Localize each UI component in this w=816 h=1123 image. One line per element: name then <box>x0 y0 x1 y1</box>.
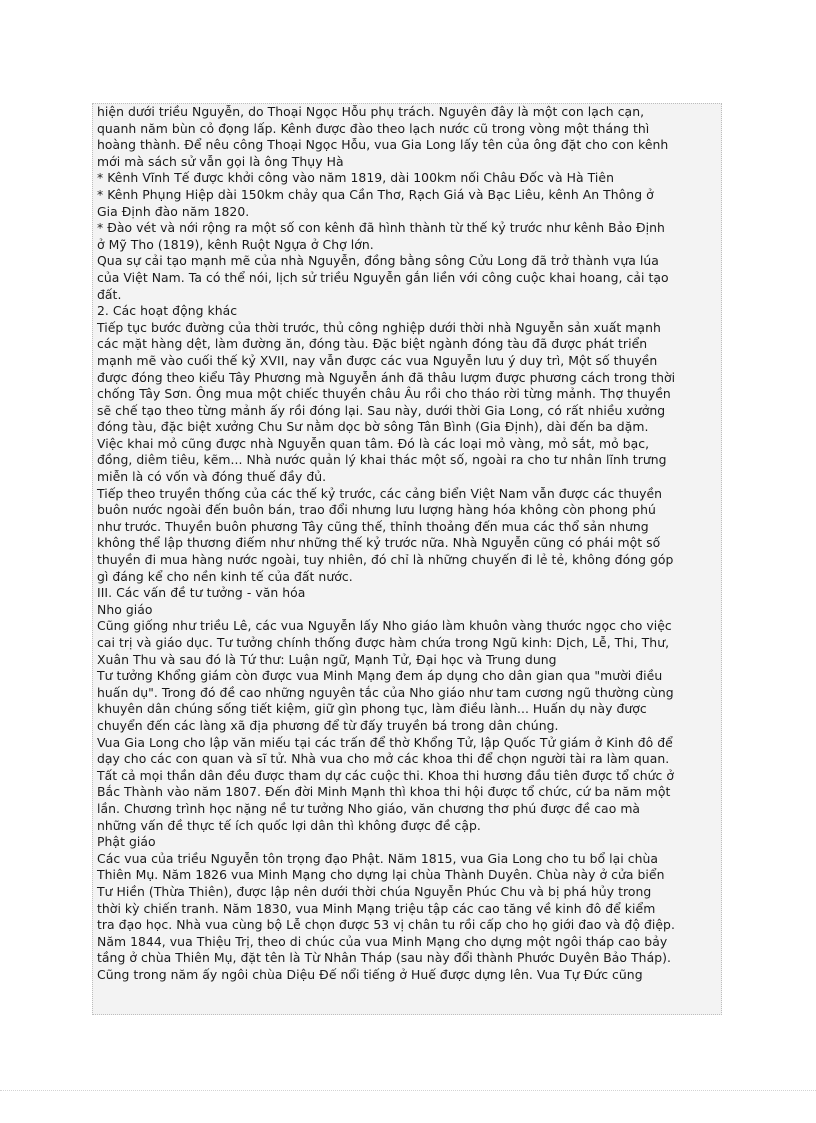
text-line: tầng ở chùa Thiên Mụ, đặt tên là Từ Nhân Tháp (sau này đổi thành Phước Duyên Bảo Tháp). <box>97 950 671 966</box>
text-line: Tiếp tục bước đường của thời trước, thủ công nghiệp dưới thời nhà Nguyễn sản xuất mạnh <box>97 319 661 335</box>
text-line: Tất cả mọi thần dân đều được tham dự các cuộc thi. Khoa thi hương đầu tiên được tổ chức ở <box>97 767 674 783</box>
text-line: hoàng thành. Để nêu công Thoại Ngọc Hỗu, vua Gia Long lấy tên của ông đặt cho con kênh <box>97 137 669 153</box>
text-line: khuyên dân chúng sống tiết kiệm, giữ gìn phong tục, làm điều lành... Huấn dụ này được <box>97 701 647 717</box>
page-bottom-edge <box>0 1090 816 1092</box>
text-line: được đóng theo kiểu Tây Phương mà Nguyễn ánh đã thâu lượm được phương cách trong thời <box>97 369 676 385</box>
text-line: * Đào vét và nới rộng ra một số con kênh đã hình thành từ thế kỷ trước như kênh Bảo Định <box>97 220 665 236</box>
text-line: mạnh mẽ vào cuối thế kỷ XVII, nay vẫn được các vua Nguyễn lưu ý duy trì, Một số thuyền <box>97 352 658 368</box>
text-line: những vấn đề thực tế ích quốc lợi dân thì không được đề cập. <box>97 817 481 833</box>
text-line: đóng tàu, đặc biệt xưởng Chu Sư nằm dọc bờ sông Tân Bình (Gia Định), dài đến ba dặm. <box>97 419 649 435</box>
text-line: buôn nước ngoài đến buôn bán, trao đổi nhưng lưu lượng hàng hóa không còn phong phú <box>97 502 656 518</box>
text-line: như trước. Thuyền buôn phương Tây cũng thế, thỉnh thoảng đến mua các thổ sản nhưng <box>97 518 649 534</box>
text-line: * Kênh Phụng Hiệp dài 150km chảy qua Cần Thơ, Rạch Giá và Bạc Liêu, kênh An Thông ở <box>97 186 654 202</box>
text-line: huấn dụ". Trong đó đề cao những nguyên tắc của Nho giáo như tam cương ngũ thường cùng <box>97 684 674 700</box>
text-line: chuyển đến các làng xã địa phương để từ đấy truyền bá trong dân chúng. <box>97 717 559 733</box>
text-line: miễn là có vốn và đóng thuế đầy đủ. <box>97 469 327 485</box>
text-line: Việc khai mỏ cũng được nhà Nguyễn quan tâm. Đó là các loại mỏ vàng, mỏ sắt, mỏ bạc, <box>97 435 650 451</box>
text-line: Các vua của triều Nguyễn tôn trọng đạo Phật. Năm 1815, vua Gia Long cho tu bổ lại chùa <box>97 850 659 866</box>
text-line: cai trị và giáo dục. Tư tưởng chính thống được hàm chứa trong Ngũ kinh: Dịch, Lễ, Thi, Thư, <box>97 635 670 650</box>
text-line: không thể lập thương điếm như những thế kỷ trước nữa. Nhà Nguyễn cũng có phái một số <box>97 535 661 551</box>
text-line: gì đáng kể cho nền kinh tế của đất nước. <box>97 568 353 584</box>
text-line: * Kênh Vĩnh Tế được khởi công vào năm 1819, dài 100km nối Châu Đốc và Hà Tiên <box>97 170 614 186</box>
text-line: dạy cho các con quan và sĩ tử. Nhà vua cho mở các khoa thi để chọn người tài ra làm quan. <box>97 751 670 767</box>
text-line: Cũng trong năm ấy ngôi chùa Diệu Đế nổi tiếng ở Huế được dựng lên. Vua Tự Đức cũng <box>97 966 643 982</box>
text-line: tra đạo học. Nhà vua cùng bộ Lễ chọn được 53 vị chân tu rồi cấp cho họ giới đao và độ điệp. <box>97 917 675 933</box>
text-line: đồng, diêm tiêu, kẽm... Nhà nước quản lý khai thác một số, ngoài ra cho tư nhân lĩnh trưng <box>97 452 667 468</box>
document-text-block <box>92 103 722 1015</box>
text-line: sẽ chế tạo theo từng mảnh ấy rồi đóng lại. Sau này, dưới thời Gia Long, có rất nhiều xưởng <box>97 402 666 418</box>
text-line: đất. <box>97 286 122 302</box>
text-line: Tư Hiền (Thừa Thiên), được lập nên dưới thời chúa Nguyễn Phúc Chu và bị phá hủy trong <box>97 883 652 899</box>
text-line: III. Các vấn đề tư tưởng - văn hóa <box>97 585 306 601</box>
text-line: Xuân Thu và sau đó là Tứ thư: Luận ngữ, Mạnh Tử, Đại học và Trung dung <box>97 651 557 667</box>
text-line: Bắc Thành vào năm 1807. Đến đời Minh Mạnh thì khoa thi hội được tổ chức, cứ ba năm một <box>97 784 671 800</box>
text-line: Vua Gia Long cho lập văn miếu tại các trấn để thờ Khổng Tử, lập Quốc Tử giám ở Kinh đô để <box>97 734 673 750</box>
text-line: ở Mỹ Tho (1819), kênh Ruột Ngựa ở Chợ lớn. <box>97 236 374 252</box>
text-line: các mặt hàng dệt, làm đường ăn, đóng tàu. Đặc biệt ngành đóng tàu đã được phát triển <box>97 336 648 352</box>
text-line: Tư tưởng Khổng giám còn được vua Minh Mạng đem áp dụng cho dân gian qua "mười điều <box>97 668 663 684</box>
text-line: hiện dưới triều Nguyễn, do Thoại Ngọc Hỗu phụ trách. Nguyên đây là một con lạch cạn, <box>97 104 645 119</box>
text-line: Cũng giống như triều Lê, các vua Nguyễn lấy Nho giáo làm khuôn vàng thước ngọc cho việc <box>97 618 672 634</box>
text-line: Qua sự cải tạo mạnh mẽ của nhà Nguyễn, đồng bằng sông Cửu Long đã trở thành vựa lúa <box>97 253 659 269</box>
text-line: 2. Các hoạt động khác <box>97 303 238 319</box>
text-line: của Việt Nam. Ta có thể nói, lịch sử triều Nguyễn gắn liền với công cuộc khai hoang, cải tạo <box>97 269 669 285</box>
text-line: chống Tây Sơn. Ông mua một chiếc thuyền châu Âu rồi cho tháo rời từng mảnh. Thợ thuyền <box>97 386 671 402</box>
text-line: Phật giáo <box>97 834 156 850</box>
text-line: Gia Định đào năm 1820. <box>97 203 250 219</box>
text-line: mới mà sách sử vẫn gọi là ông Thụy Hà <box>97 153 344 169</box>
text-line: quanh năm bùn cỏ đọng lấp. Kênh được đào theo lạch nước cũ trong vòng một tháng thì <box>97 120 650 136</box>
text-line: Năm 1844, vua Thiệu Trị, theo di chúc của vua Minh Mạng cho dựng một ngôi tháp cao bảy <box>97 933 668 949</box>
text-line: thuyền đi mua hàng nước ngoài, tuy nhiên, đó chỉ là những chuyến đi lẻ tẻ, không đóng góp <box>97 552 674 568</box>
text-line: Nho giáo <box>97 601 153 617</box>
text-line: lần. Chương trình học nặng nề tư tưởng Nho giáo, văn chương thơ phú được đề cao mà <box>97 800 641 816</box>
text-line: Tiếp theo truyền thống của các thế kỷ trước, các cảng biển Việt Nam vẫn được các thuyền <box>97 485 663 501</box>
text-line: thời kỳ chiến tranh. Năm 1830, vua Minh Mạng triệu tập các cao tăng về kinh đô để kiểm <box>97 900 656 916</box>
text-line: Thiên Mụ. Năm 1826 vua Minh Mạng cho dựng lại chùa Thành Duyên. Chùa này ở cửa biển <box>97 867 665 883</box>
